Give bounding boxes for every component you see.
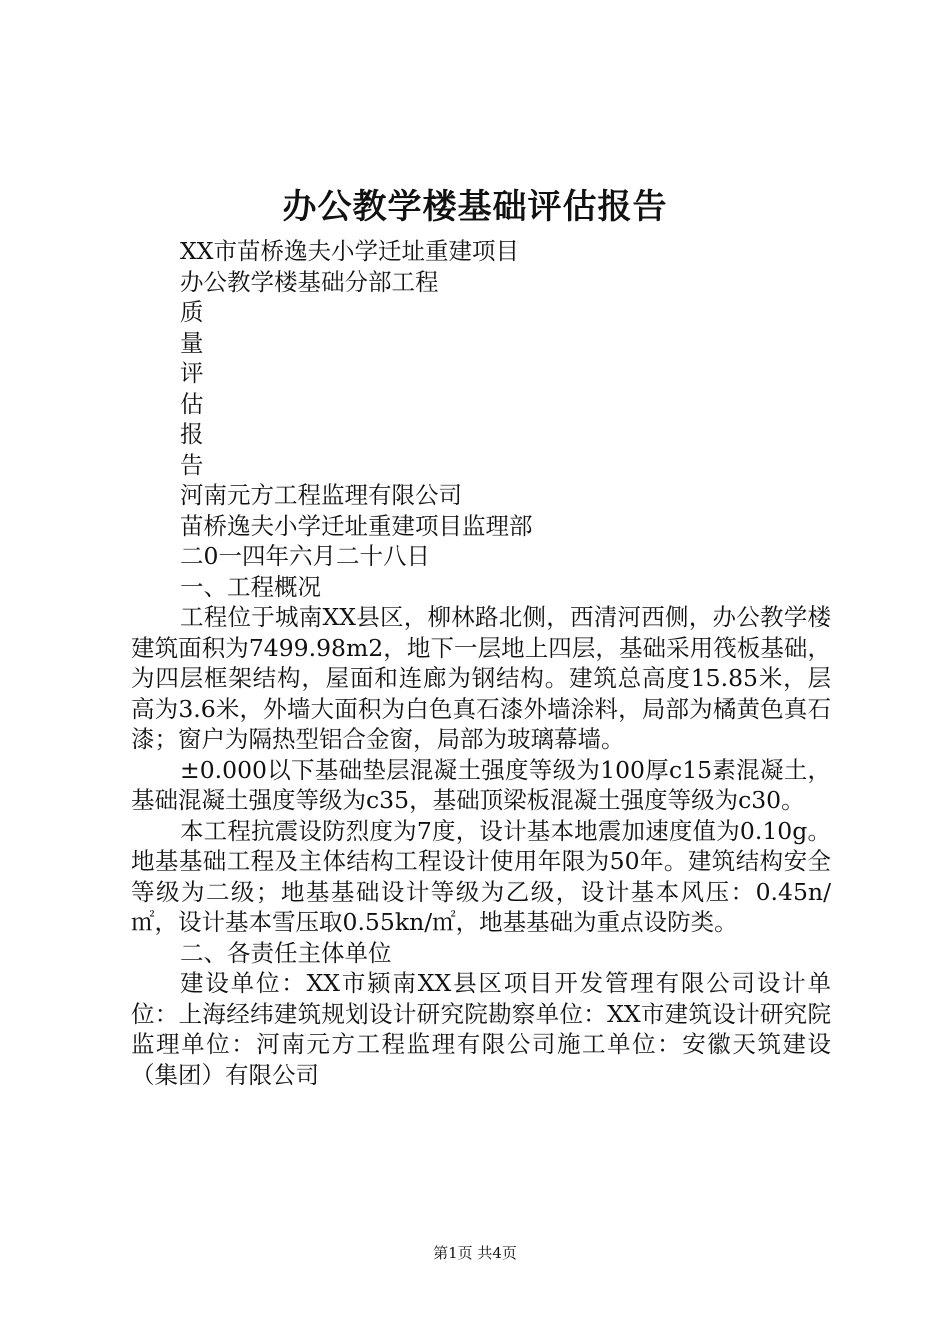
document-title: 办公教学楼基础评估报告 [282, 187, 668, 227]
cover-char-5: 报 [180, 420, 204, 448]
section1-paragraph-1: 工程位于城南XX县区，柳林路北侧，西清河西侧，办公教学楼建筑面积为7499.98m2，地下一层地上四层，基础采用筏板基础，为四层框架结构，屋面和连廊为钢结构。建筑总高度15.85米，层高为3.6米，外墙大面积为白色真石漆外墙涂料，局部为橘黄色真石漆；窗户为隔热型铝合金窗，局部为玻璃幕墙。 [131, 603, 831, 753]
cover-project: XX市苗桥逸夫小学迁址重建项目 [180, 237, 519, 265]
cover-subproject: 办公教学楼基础分部工程 [180, 267, 439, 296]
section1-paragraph-2: ±0.000以下基础垫层混凝土强度等级为100厚c15素混凝土，基础混凝土强度等级为c35，基础顶梁板混凝土强度等级为c30。 [131, 755, 831, 814]
cover-char-6: 告 [180, 450, 204, 479]
section1-heading: 一、工程概况 [180, 572, 321, 601]
cover-char-4: 估 [180, 389, 204, 418]
cover-department: 苗桥逸夫小学迁址重建项目监理部 [180, 511, 533, 540]
document-body [131, 236, 831, 1090]
section1-paragraph-3: 本工程抗震设防烈度为7度，设计基本地震加速度值为0.10g。地基基础工程及主体结构工程设计使用年限为50年。建筑结构安全等级为二级；地基基础设计等级为乙级，设计基本风压：0.45n/㎡，设计基本雪压取0.55kn/㎡，地基基础为重点设防类。 [131, 816, 831, 936]
section2-heading: 二、各责任主体单位 [180, 938, 392, 967]
cover-char-2: 量 [180, 328, 204, 357]
page-footer: 第1页 共4页 [433, 1244, 517, 1262]
section2-paragraph-1: 建设单位：XX市颍南XX县区项目开发管理有限公司设计单位：上海经纬建筑规划设计研究院勘察单位：XX市建筑设计研究院监理单位：河南元方工程监理有限公司施工单位：安徽天筑建设（集团）有限公司 [131, 969, 831, 1089]
cover-char-3: 评 [180, 359, 204, 387]
cover-company: 河南元方工程监理有限公司 [180, 481, 462, 509]
cover-date: 二0一四年六月二十八日 [180, 542, 430, 570]
cover-char-1: 质 [180, 298, 204, 326]
